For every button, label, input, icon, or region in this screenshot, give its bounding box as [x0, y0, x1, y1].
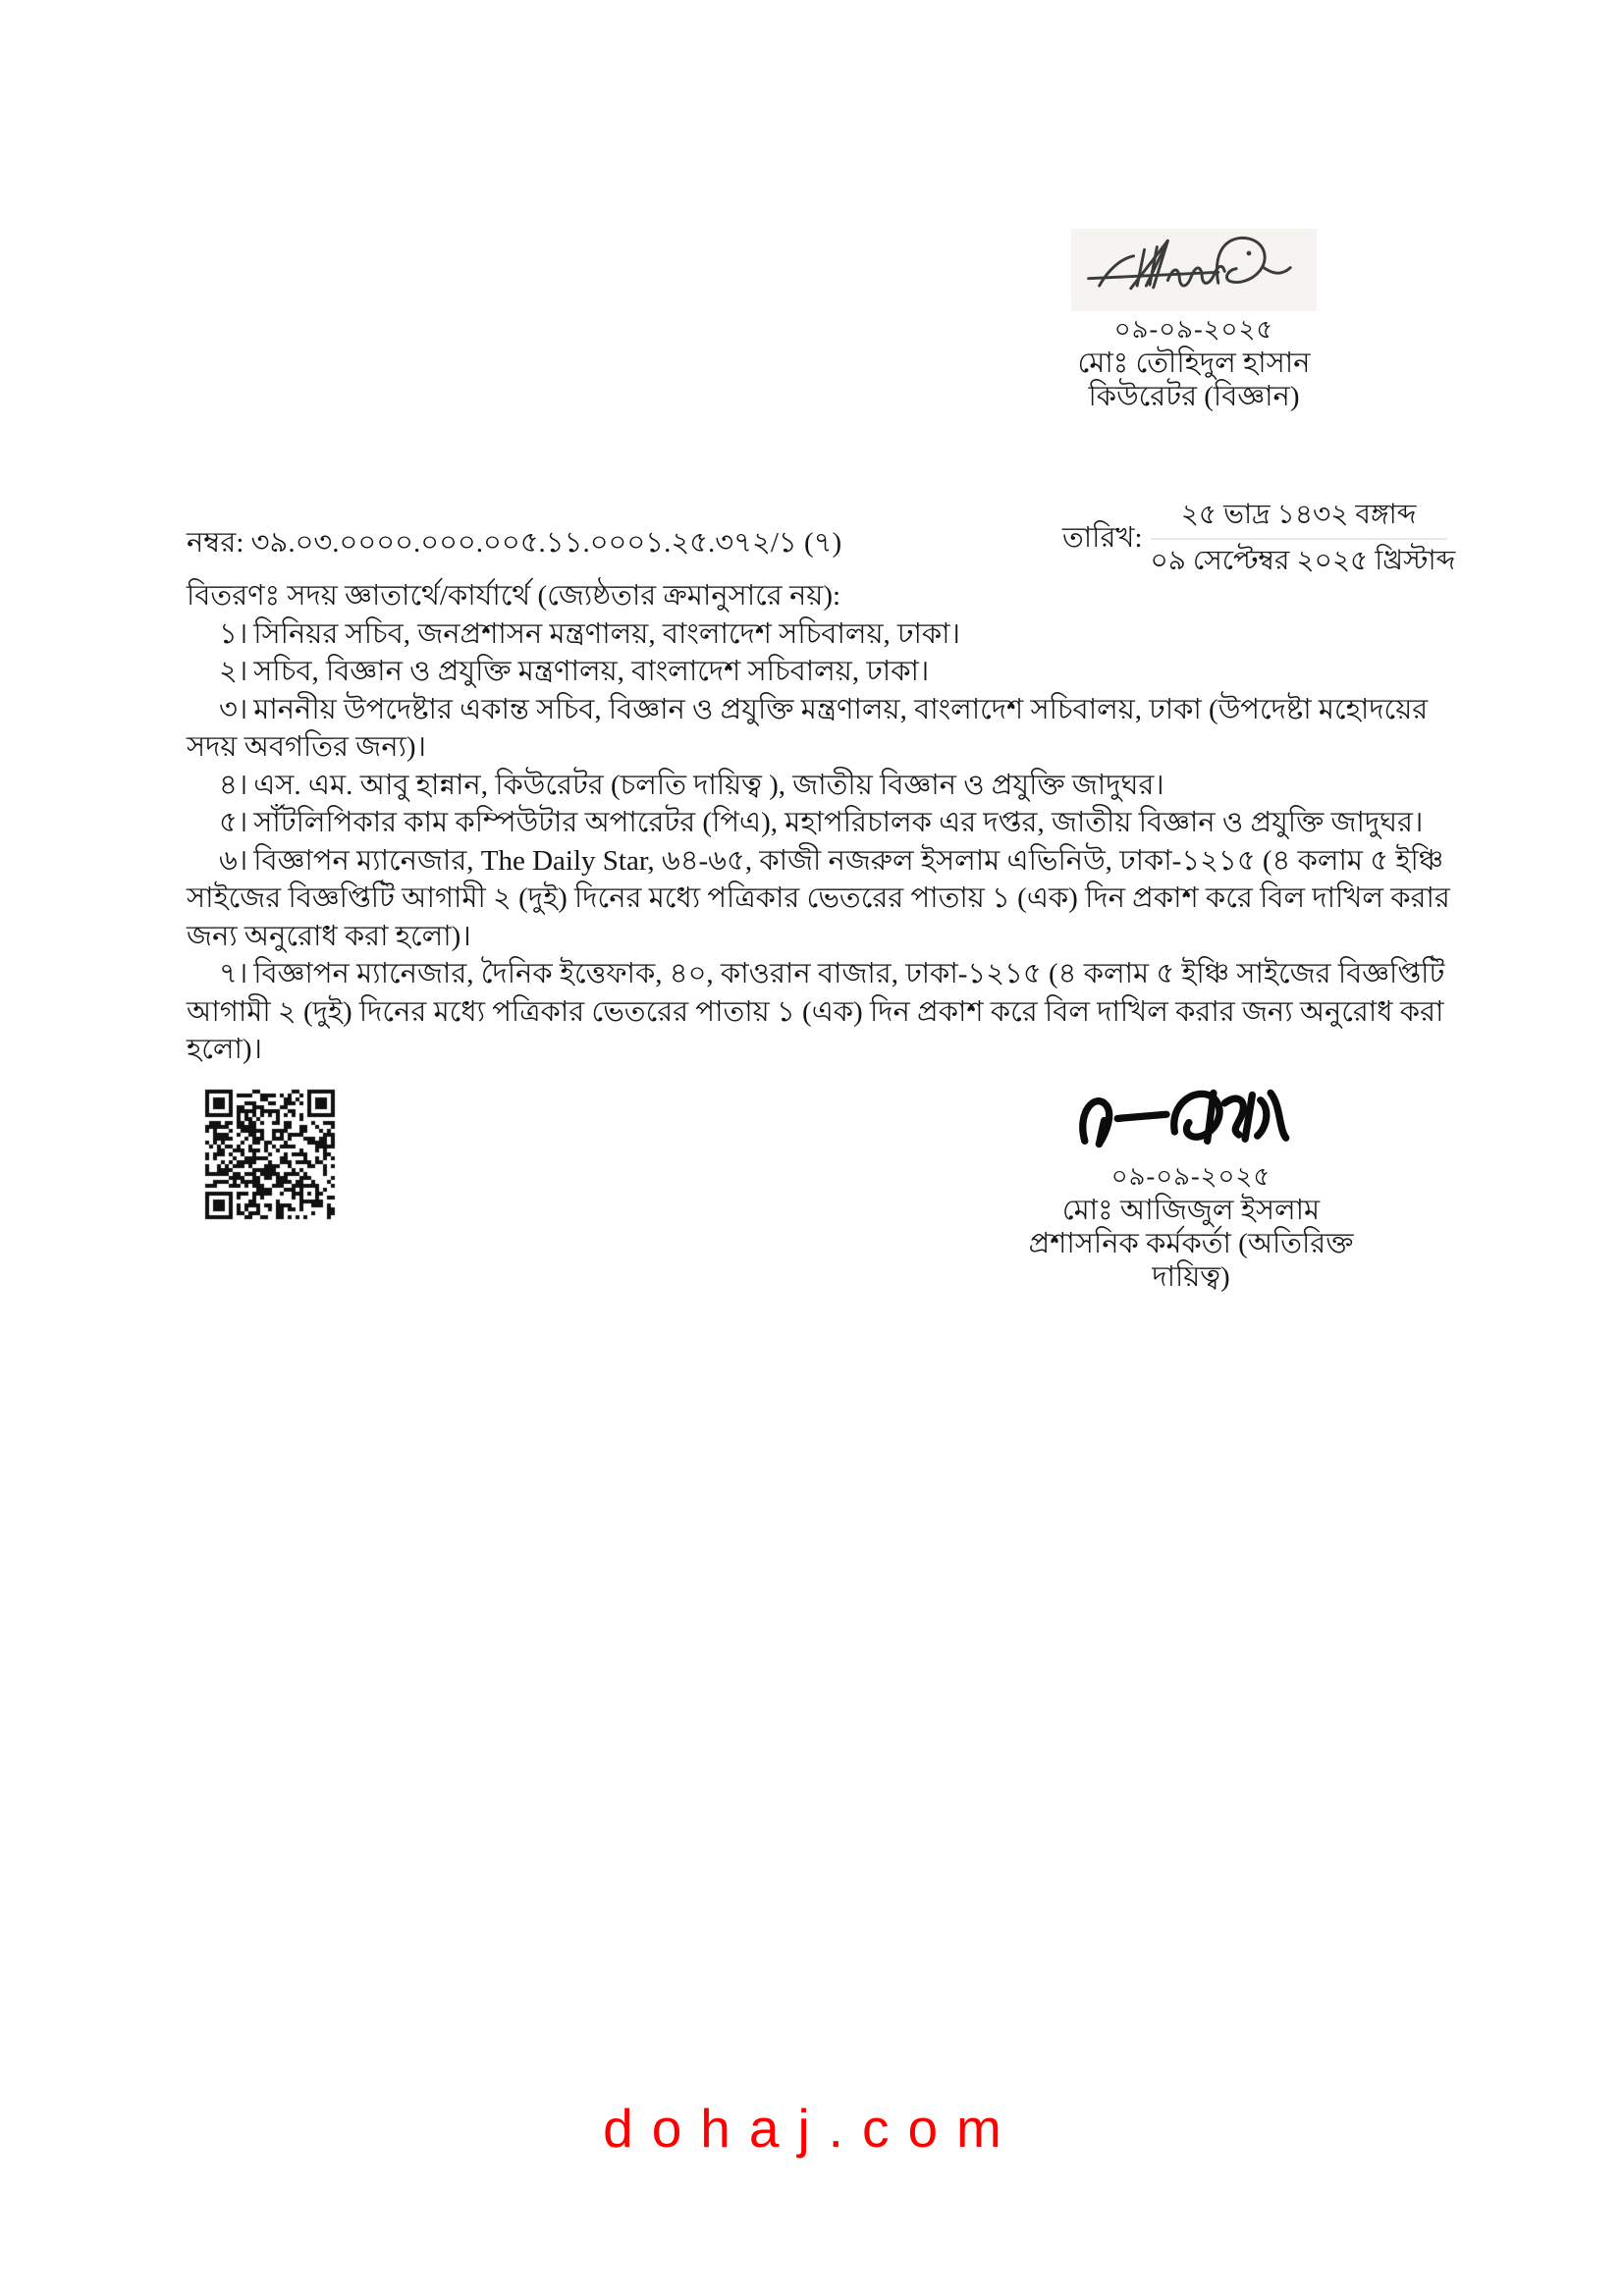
item-number: ৬।: [219, 844, 248, 877]
gregorian-calendar-date: ০৯ সেপ্টেম্বর ২০২৫ খ্রিস্টাব্দ: [1150, 546, 1456, 576]
item-text: এস. এম. আবু হান্নান, কিউরেটর (চলতি দায়িত্ব ), জাতীয় বিজ্ঞান ও প্রযুক্তি জাদুঘর।: [253, 769, 1164, 801]
site-watermark: dohaj.com: [603, 2098, 1020, 2159]
top-signature-date: ০৯-০৯-২০২৫: [1113, 315, 1274, 344]
bangla-calendar-date: ২৫ ভাদ্র ১৪৩২ বঙ্গাব্দ: [1151, 496, 1447, 540]
item-number: ৫।: [219, 807, 248, 838]
date-block: [1062, 496, 1456, 580]
reference-number: ৩৯.০৩.০০০০.০০০.০০৫.১১.০০০১.২৫.৩৭২/১ (৭): [250, 527, 842, 559]
item-number: ৪।: [219, 769, 248, 801]
top-signatory-name: মোঃ তৌহিদুল হাসান: [1077, 347, 1311, 379]
item-text: বিজ্ঞাপন ম্যানেজার, The Daily Star, ৬৪-৬৫, কাজী নজরুল ইসলাম এভিনিউ, ঢাকা-১২১৫ (৪ কলাম ৫ ইঞ্চি সাইজের বিজ্ঞপ্তিটি আগামী ২ (দুই) দিনের মধ্যে পত্রিকার ভেতরের পাতায় ১ (এক) দিন প্রকাশ করে বিল দাখিল করার জন্য অনুরোধ করা হলো)।: [187, 844, 1450, 952]
item-number: ২।: [219, 656, 248, 687]
distribution-section: [187, 577, 1478, 1069]
signature-icon: [1076, 232, 1312, 308]
top-signatory-title: কিউরেটর (বিজ্ঞান): [1088, 381, 1300, 412]
distribution-item: [187, 767, 1478, 805]
item-number: ৭।: [219, 958, 248, 989]
item-text: মাননীয় উপদেষ্টার একান্ত সচিব, বিজ্ঞান ও প্রযুক্তি মন্ত্রণালয়, বাংলাদেশ সচিবালয়, ঢাকা (উপদেষ্টা মহোদয়ের সদয় অবগতির জন্য)।: [187, 693, 1429, 763]
distribution-item: [187, 653, 1478, 691]
reference-label: নম্বর:: [187, 527, 244, 559]
reference-number-line: [187, 524, 841, 561]
item-text: বিজ্ঞাপন ম্যানেজার, দৈনিক ইত্তেফাক, ৪০, কাওরান বাজার, ঢাকা-১২১৫ (৪ কলাম ৫ ইঞ্চি সাইজের বিজ্ঞপ্তিটি আগামী ২ (দুই) দিনের মধ্যে পত্রিকার ভেতরের পাতায় ১ (এক) দিন প্রকাশ করে বিল দাখিল করার জন্য অনুরোধ করা হলো)।: [187, 958, 1445, 1065]
date-label: তারিখ:: [1062, 522, 1143, 554]
top-signatory-block: [1066, 229, 1322, 413]
signature-scan-box: [1071, 229, 1317, 311]
distribution-item: [187, 691, 1478, 767]
item-text: সাঁটলিপিকার কাম কম্পিউটার অপারেটর (পিএ), মহাপরিচালক এর দপ্তর, জাতীয় বিজ্ঞান ও প্রযুক্তি জাদুঘর।: [253, 807, 1424, 838]
distribution-heading: বিতরণঃ সদয় জ্ঞাতার্থে/কার্যার্থে (জ্যেষ্ঠতার ক্রমানুসারে নয়):: [187, 580, 841, 612]
item-number: ১।: [219, 617, 248, 650]
bottom-signatory-name: মোঃ আজিজুল ইসলাম: [1061, 1195, 1321, 1226]
bottom-signature-date: ০৯-০৯-২০২৫: [1110, 1162, 1271, 1191]
qr-code-icon: [199, 1084, 341, 1225]
item-text: সচিব, বিজ্ঞান ও প্রযুক্তি মন্ত্রণালয়, বাংলাদেশ সচিবালয়, ঢাকা।: [253, 656, 930, 687]
distribution-item: [187, 842, 1478, 956]
distribution-item: [187, 615, 1478, 654]
signature-icon: [995, 1080, 1387, 1160]
item-text: সিনিয়র সচিব, জনপ্রশাসন মন্ত্রণালয়, বাংলাদেশ সচিবালয়, ঢাকা।: [253, 617, 960, 650]
bottom-signatory-title: প্রশাসনিক কর্মকর্তা (অতিরিক্ত দায়িত্ব): [1028, 1228, 1354, 1293]
date-stack: [1150, 496, 1456, 580]
bottom-signatory-block: [995, 1080, 1387, 1294]
distribution-item: [187, 804, 1478, 842]
distribution-item: [187, 955, 1478, 1069]
item-number: ৩।: [219, 693, 248, 725]
